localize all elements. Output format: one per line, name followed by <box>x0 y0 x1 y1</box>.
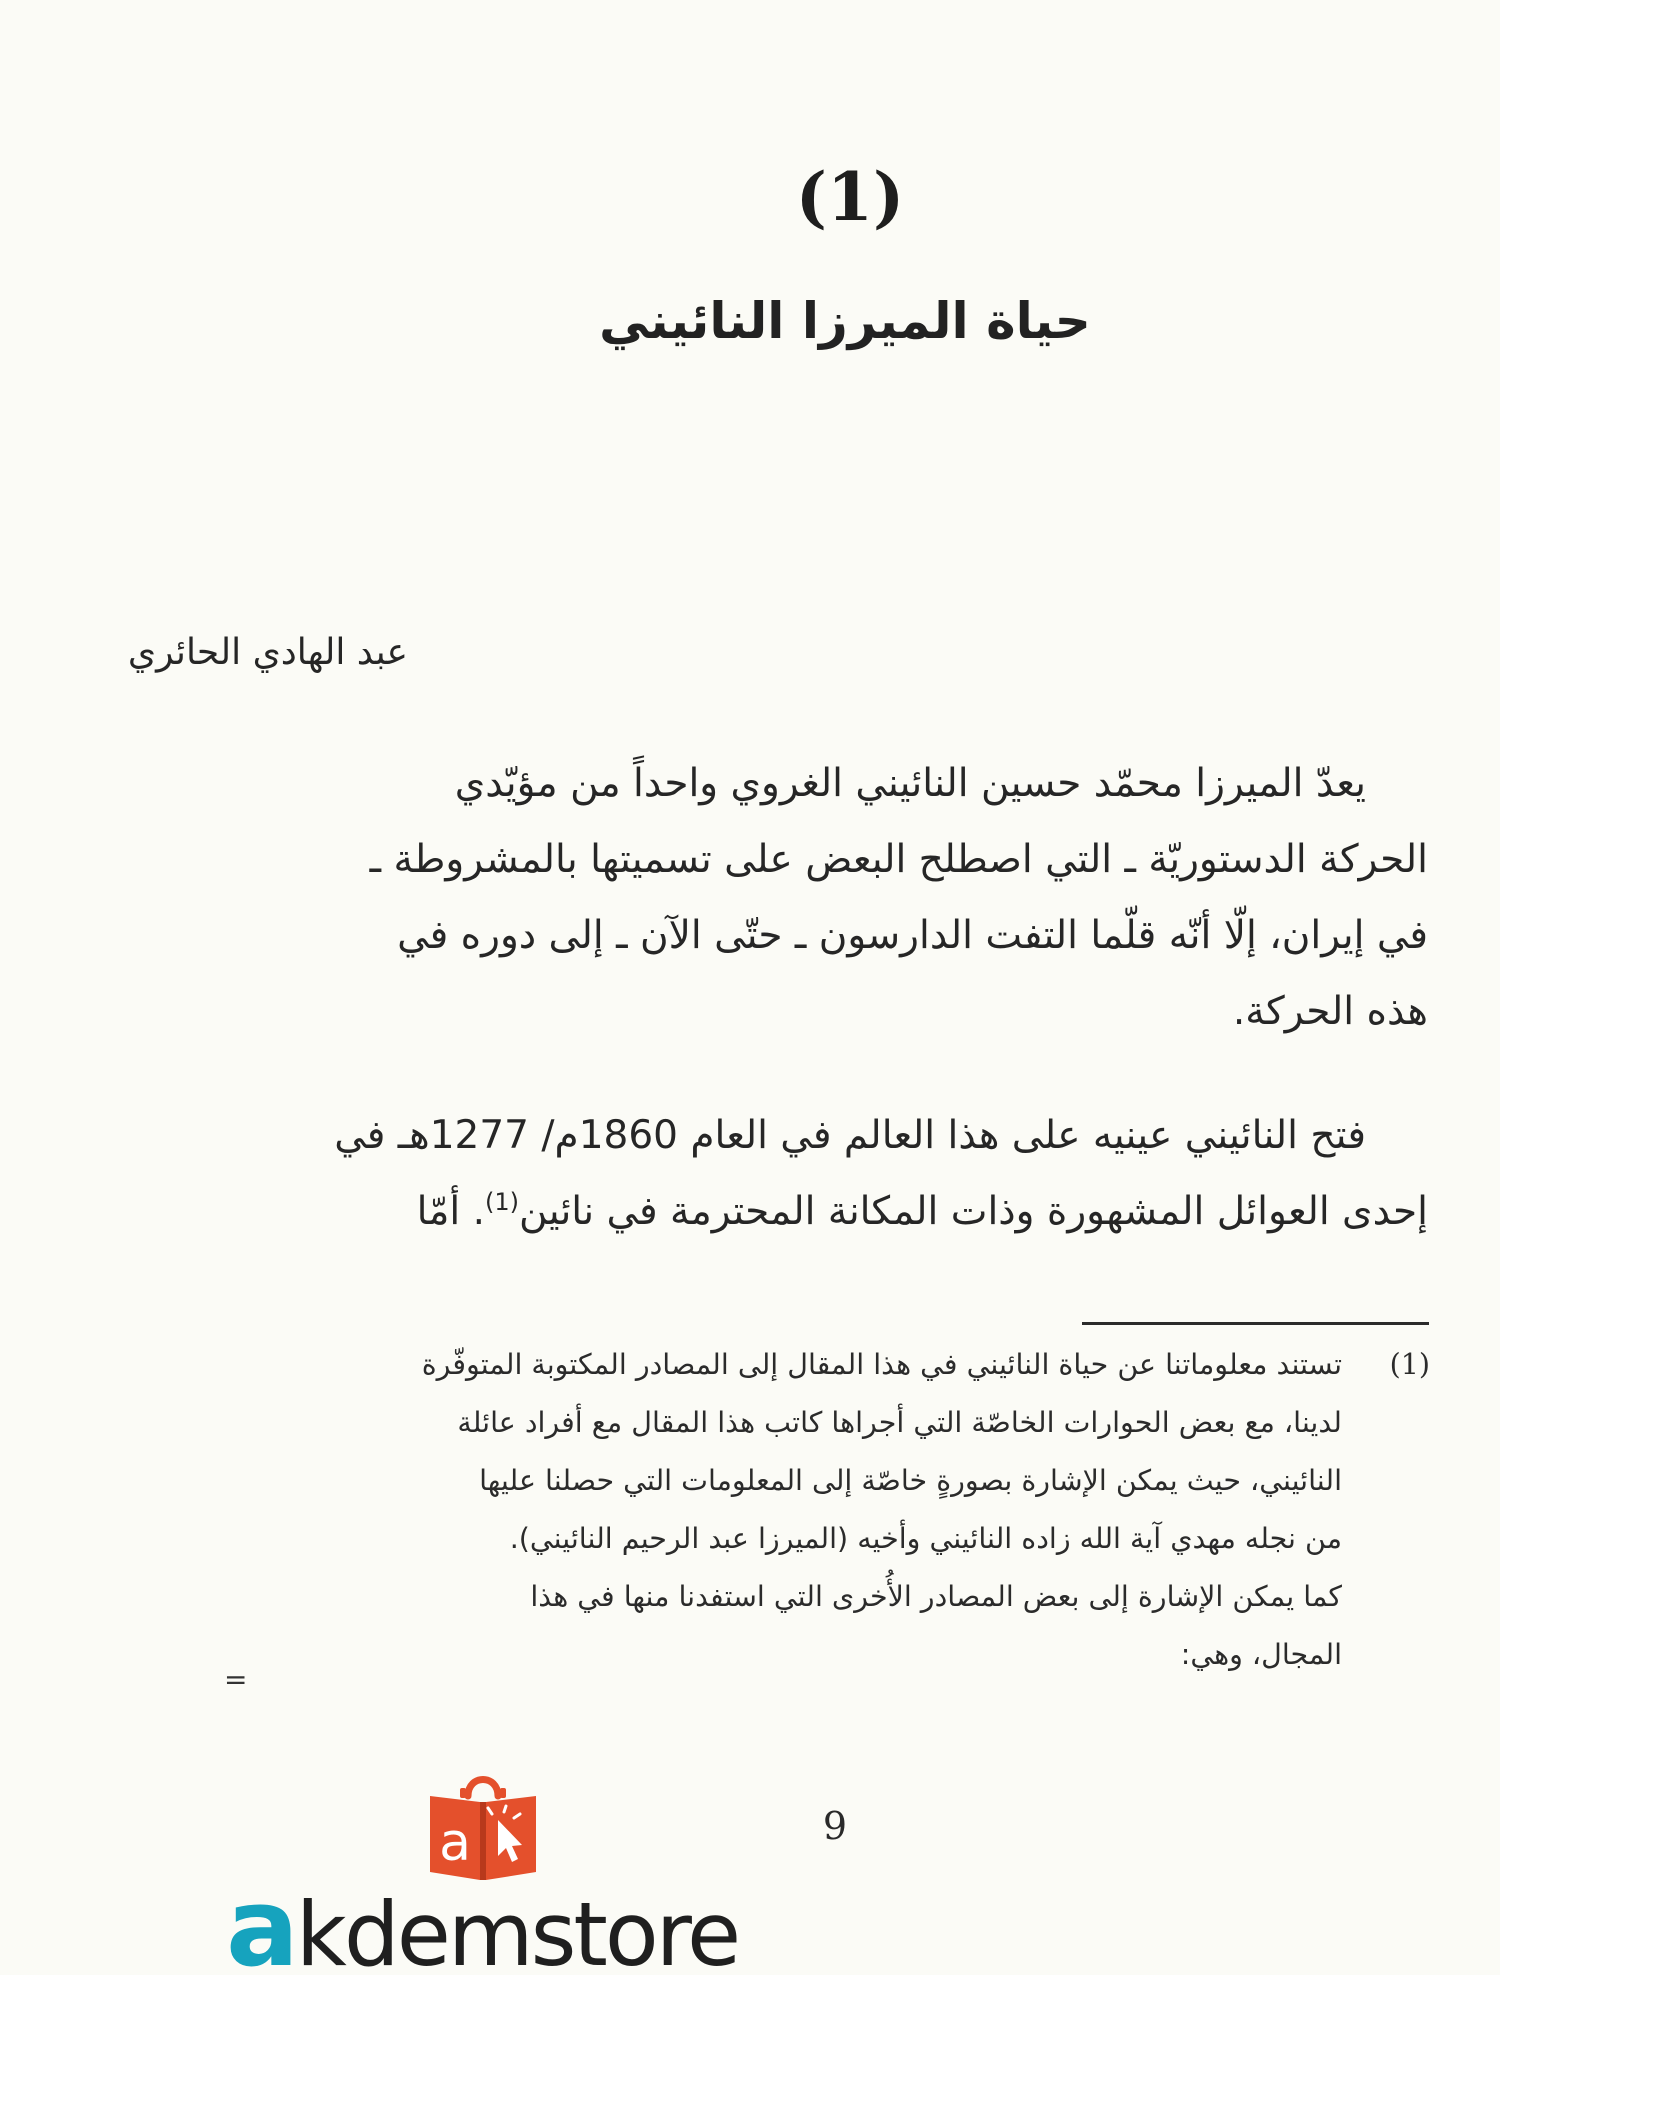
paragraph-line: هذه الحركة. <box>1232 989 1428 1034</box>
footnote-line: كما يمكن الإشارة إلى بعض المصادر الأُخرى التي استفدنا منها في هذا <box>530 1580 1342 1613</box>
paragraph-line: فتح النائيني عينيه على هذا العالم في العام 1860م/ 1277هـ في <box>334 1113 1366 1158</box>
paragraph-line: في إيران، إلّا أنّه قلّما التفت الدارسون ـ حتّى الآن ـ إلى دوره في <box>397 913 1428 958</box>
chapter-number: (1) <box>795 158 905 236</box>
paragraph-line: الحركة الدستوريّة ـ التي اصطلح البعض على تسميتها بالمشروطة ـ <box>369 837 1428 882</box>
logo-wordmark-text: kdemstore <box>295 1883 739 1986</box>
footnote-line: من نجله مهدي آية الله زاده النائيني وأخيه (الميرزا عبد الرحيم النائيني). <box>509 1522 1342 1555</box>
footnote-reference[interactable]: (1) <box>484 1188 519 1216</box>
shopping-bag-book-icon <box>424 1766 542 1886</box>
footnote-body <box>250 1336 1342 1684</box>
footnote-line: النائيني، حيث يمكن الإشارة بصورةٍ خاصّة إلى المعلومات التي حصلنا عليها <box>479 1464 1342 1497</box>
page-number: 9 <box>822 1804 848 1848</box>
footnote-continuation-mark: = <box>224 1663 248 1696</box>
footnote-marker: (1) <box>1389 1348 1430 1381</box>
footnote-divider <box>1082 1322 1429 1325</box>
paragraph-line <box>252 1174 1428 1250</box>
paragraph-text: إحدى العوائل المشهورة وذات المكانة المحترمة في نائين <box>519 1189 1428 1234</box>
paragraph-line: يعدّ الميرزا محمّد حسين النائيني الغروي واحداً من مؤيّدي <box>454 761 1366 806</box>
scan-margin <box>1500 0 1668 2105</box>
paragraph-text: . أمّا <box>416 1189 485 1234</box>
chapter-title: حياة الميرزا النائيني <box>599 292 1091 350</box>
paragraph-2 <box>252 1098 1428 1250</box>
logo-wordmark-initial: a <box>226 1866 296 1991</box>
footnote-line: لدينا، مع بعض الحوارات الخاصّة التي أجراها كاتب هذا المقال مع أفراد عائلة <box>457 1406 1342 1439</box>
logo-icon-letter: a <box>439 1813 471 1873</box>
paragraph-1 <box>252 746 1428 1050</box>
footnote-line: المجال، وهي: <box>1180 1638 1342 1671</box>
store-logo-wordmark[interactable] <box>226 1866 739 1991</box>
author-name: عبد الهادي الحائري <box>127 632 408 673</box>
footnote <box>250 1336 1430 1684</box>
footnote-line: تستند معلوماتنا عن حياة النائيني في هذا المقال إلى المصادر المكتوبة المتوفّرة <box>421 1348 1342 1381</box>
